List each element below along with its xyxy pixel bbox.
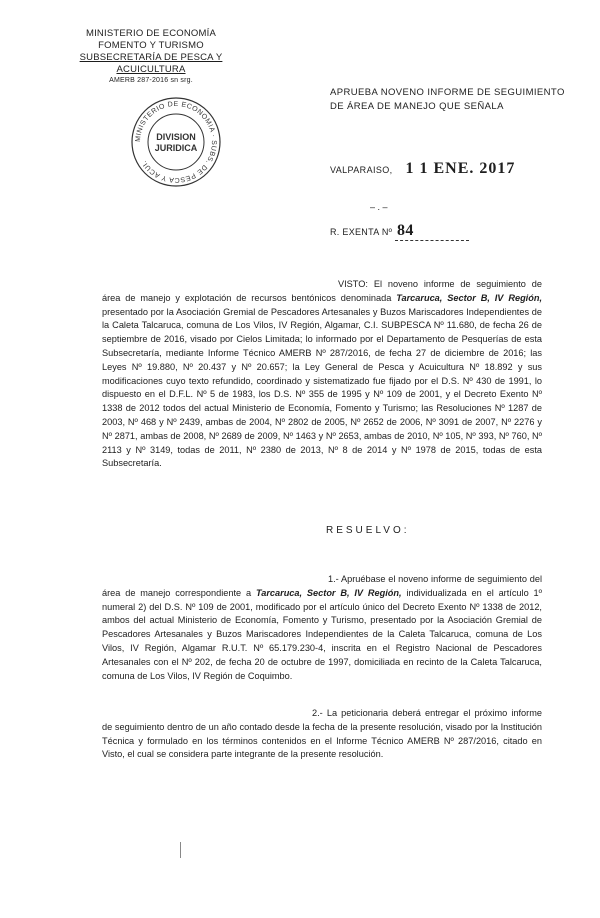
visto-area-name: Tarcaruca, Sector B, IV Región, xyxy=(396,292,543,303)
point-1-number: 1.- xyxy=(328,574,339,584)
visto-paragraph xyxy=(102,278,542,471)
ministry-name: MINISTERIO DE ECONOMÍA xyxy=(85,28,217,39)
separator-mark: – . – xyxy=(370,202,388,212)
place-label: VALPARAISO, xyxy=(330,165,393,175)
subsecretariat-name: SUBSECRETARÍA DE PESCA Y ACUICULTURA xyxy=(79,52,223,75)
resuelvo-heading: RESUELVO: xyxy=(326,525,410,536)
visto-text-2: presentado por la Asociación Gremial de Pescadores Artesanales y Buzos Mariscadores Independientes de la Caleta Talcaruca, comuna de Los Vilos, IV Región, Algamar, C.I. SUBPESCA Nº 11.680, de fecha 26 de septiembre de 2016, visado por Cielos Limitada; lo informado por el Departamento de Pesquerías de esta Subsecretaría, mediante Informe Técnico AMERB Nº 287/2016, de fecha 27 de diciembre de 2016; las Leyes Nº 19.880, Nº 20.437 y Nº 20.657; la Ley General de Pesca y Acuicultura Nº 18.892 y sus modificaciones cuyo texto refundido, coordinado y sistematizado fue fijado por el D.S. Nº 430 de 1991, lo dispuesto en el D.F.L. Nº 5 de 1983, los D.S. Nº 355 de 1995 y Nº 109 de 2001, y el Decreto Exento Nº 1338 de 2012 todos del actual Ministerio de Economía, Fomento y Turismo; las Resoluciones Nº 1287 de 2003, Nº 468 y Nº 2439, ambas de 2004, Nº 2802 de 2005, Nº 2652 de 2006, Nº 3091 de 2007, Nº 2276 y Nº 2871, ambas de 2008, Nº 2689 de 2009, Nº 1463 y Nº 2653, ambas de 2010, Nº 105, Nº 393, Nº 760, Nº 2113 y Nº 3149, todas de 2011, Nº 2380 de 2013, Nº 8 de 2014 y Nº 1978 de 2015, todas de esta Subsecretaría. xyxy=(102,306,542,469)
date-stamp: 1 1 ENE. 2017 xyxy=(405,160,516,177)
seal-center-line2: JURIDICA xyxy=(154,143,198,153)
margin-mark xyxy=(180,842,181,858)
resolution-point-2 xyxy=(102,707,542,762)
seal-center-line1: DIVISION xyxy=(156,132,196,142)
exenta-label: R. EXENTA Nº xyxy=(330,227,393,237)
visto-lead: VISTO: xyxy=(338,279,368,289)
resolution-point-1 xyxy=(102,573,542,683)
point-1-area-name: Tarcaruca, Sector B, IV Región, xyxy=(255,587,402,598)
document-reference: AMERB 287-2016 sn srg. xyxy=(109,77,193,84)
exenta-number: 84 xyxy=(395,222,469,241)
point-1-text-1: Apruébase el noveno informe de seguimiento del área de manejo correspondiente a xyxy=(102,574,543,598)
letterhead xyxy=(56,28,246,85)
exempt-resolution-number xyxy=(330,222,469,241)
juridical-division-seal xyxy=(130,96,222,188)
seal-ring-text: MINISTERIO DE ECONOMIA · SUBS. DE PESCA Y ACUI. xyxy=(134,100,218,184)
seal-stamp-icon xyxy=(130,96,222,188)
point-2-text: La peticionaria deberá entregar el próximo informe de seguimiento dentro de un año contado desde la fecha de la presente resolución, visado por la Institución Técnica y formulado en los términos contenidos en el Informe Técnico AMERB Nº 287/2016, citado en Visto, el cual se considera parte integrante de la presente resolución. xyxy=(102,708,542,760)
date-line xyxy=(330,160,515,178)
point-1-text-2: individualizada en el artículo 1º numeral 2) del D.S. Nº 109 de 2001, modificado por el artículo único del Decreto Exento Nº 1338 de 2012, ambos del actual Ministerio de Economía, Fomento y Turismo, presentado por la Asociación Gremial de Pescadores Artesanales y Buzos Mariscadores Independientes de la Caleta Talcaruca, comuna de Los Vilos, IV Región, Algamar R.U.T. Nº 65.179.230-4, inscrita en el Registro Nacional de Pescadores Artesanales con el Nº 202, de fecha 20 de octubre de 1997, domiciliada en recinto de la Caleta Talcaruca, comuna de Los Vilos, IV Región de Coquimbo. xyxy=(102,587,542,681)
resolution-subject: APRUEBA NOVENO INFORME DE SEGUIMIENTO DE ÁREA DE MANEJO QUE SEÑALA xyxy=(330,87,565,112)
ministry-subtitle: FOMENTO Y TURISMO xyxy=(98,40,204,51)
point-2-number: 2.- xyxy=(312,708,323,718)
visto-text-1: El noveno informe de seguimiento de área de manejo y explotación de recursos bentónicos denominada xyxy=(102,279,542,303)
